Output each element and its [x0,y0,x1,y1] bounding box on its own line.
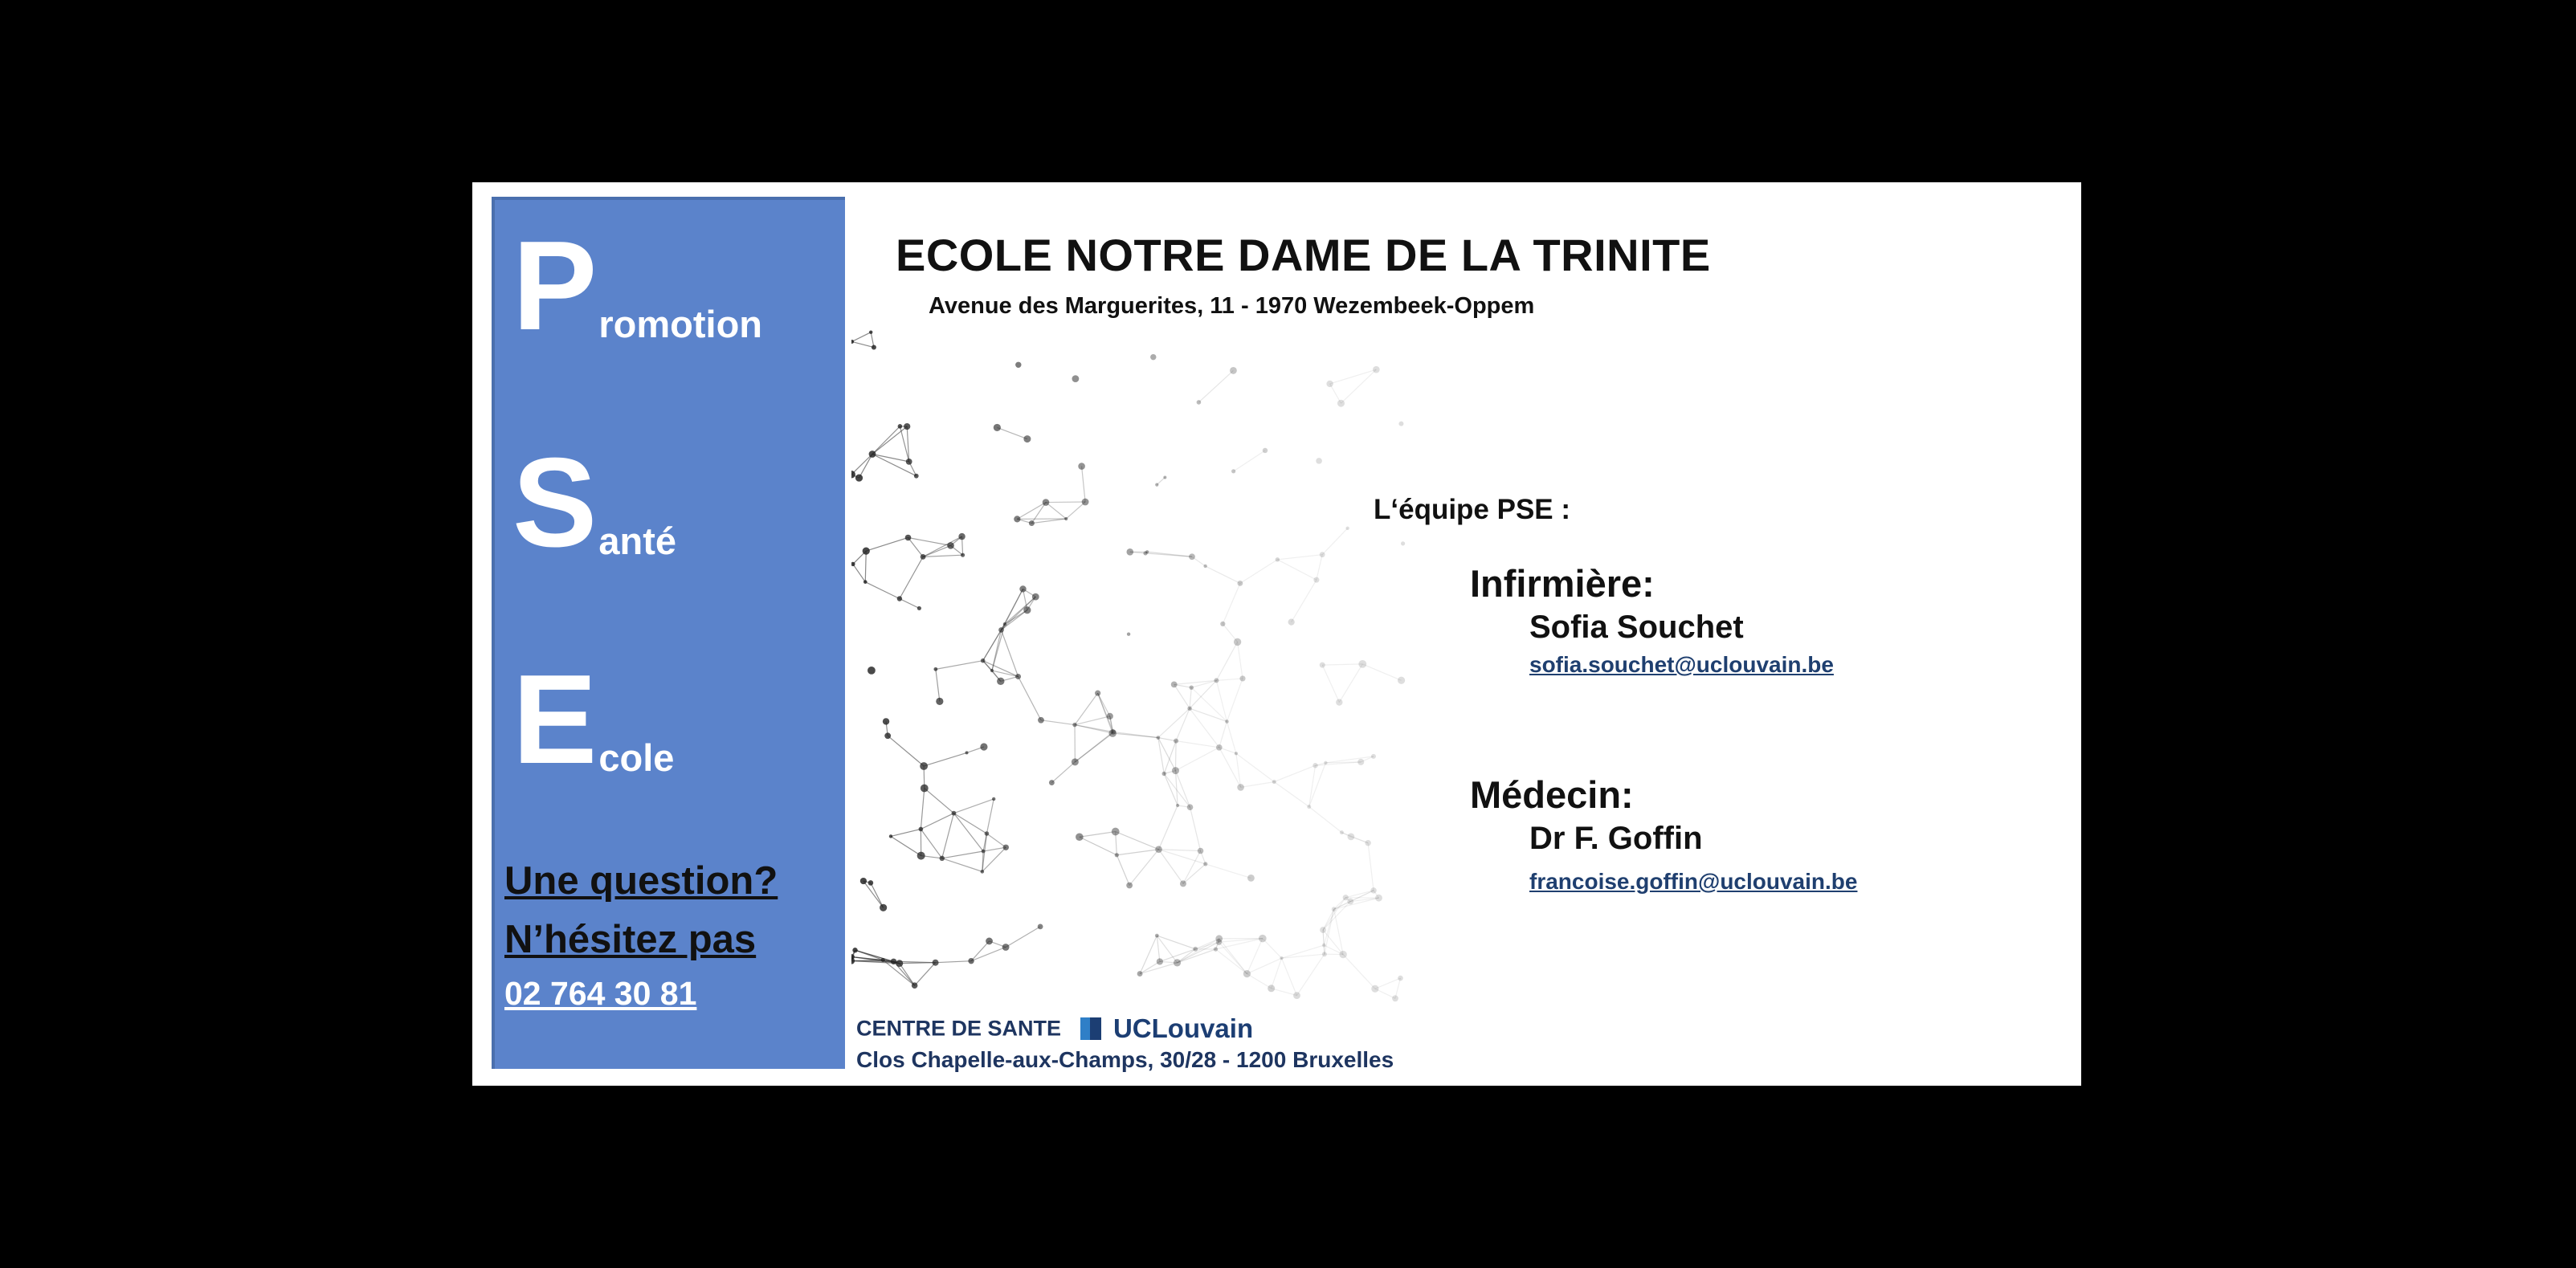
pse-word-ecole: cole [598,736,675,779]
pse-promotion [512,215,763,357]
poster [472,182,2081,1086]
pse-word-promotion: romotion [598,303,763,345]
question-text: Une question? [504,859,778,903]
phone-link[interactable]: 02 764 30 81 [504,975,697,1012]
pse-letter-s: S [512,432,598,573]
doctor-name: Dr F. Goffin [1529,821,1703,856]
team-heading: L‘équipe PSE : [1374,494,1571,525]
prompt-text: N’hésitez pas [504,918,757,961]
nurse-name: Sofia Souchet [1529,610,1744,645]
nurse-email-link[interactable]: sofia.souchet@uclouvain.be [1529,652,1834,677]
pse-sante [512,432,677,573]
pse-letter-p: P [512,215,598,357]
school-address: Avenue des Marguerites, 11 - 1970 Wezembeek-Oppem [929,293,1535,319]
pse-ecole [512,649,675,790]
network-background-image [851,311,1430,1009]
pse-word-sante: anté [598,520,677,562]
school-title: ECOLE NOTRE DAME DE LA TRINITE [896,230,1711,280]
pse-sidebar [492,197,845,1069]
footer-brand-line [856,1013,1253,1044]
role-doctor: Médecin: [1470,773,1634,816]
footer-address: Clos Chapelle-aux-Champs, 30/28 - 1200 Bruxelles [856,1047,1394,1072]
centre-de-sante-label: CENTRE DE SANTE [856,1016,1062,1041]
uclouvain-brand: UCLouvain [1112,1013,1254,1043]
network-nodes [851,330,1405,1001]
network-lines [851,332,1402,999]
pse-letter-e: E [512,649,598,790]
role-nurse: Infirmière: [1470,562,1655,605]
doctor-email-link[interactable]: francoise.goffin@uclouvain.be [1529,869,1858,894]
uclouvain-logo-icon [1080,1016,1103,1042]
